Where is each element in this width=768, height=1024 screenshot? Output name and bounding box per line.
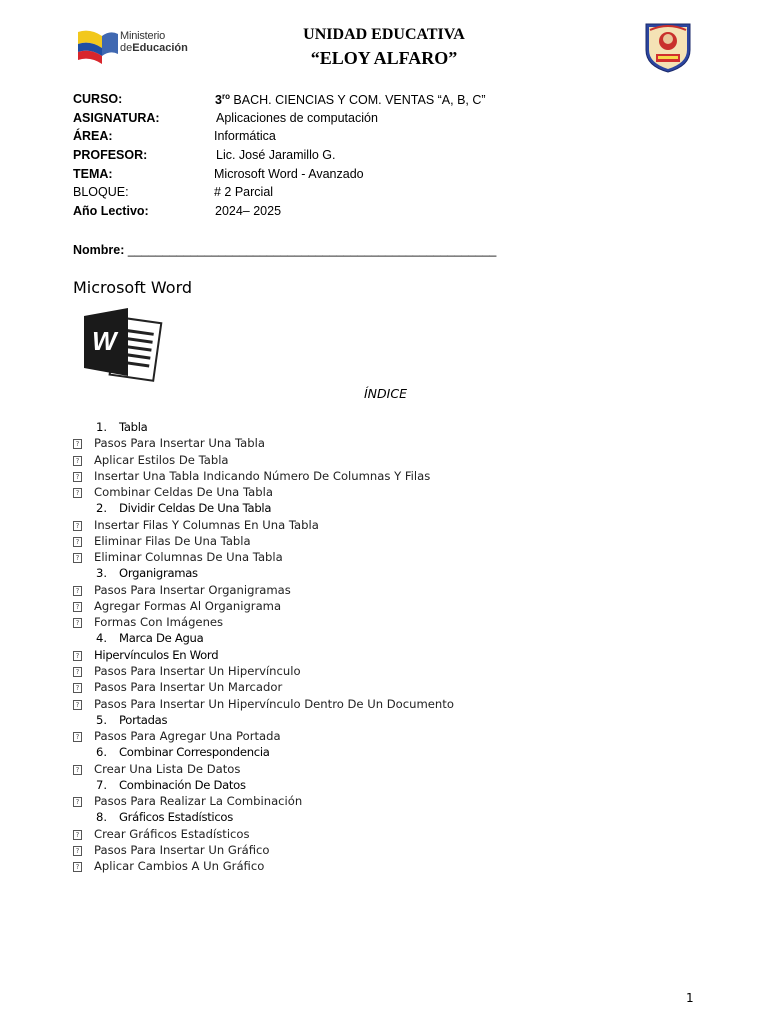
index-item [73, 582, 723, 598]
index-item [73, 696, 723, 712]
index-section [73, 565, 723, 581]
item-label: Crear Gráficos Estadísticos [94, 826, 250, 841]
info-row-ano-lectivo [73, 204, 693, 223]
school-title-line1: UNIDAD EDUCATIVA [303, 26, 465, 43]
index-item [73, 614, 723, 630]
info-key: PROFESOR: [73, 148, 148, 163]
section-label: Combinación De Datos [119, 777, 246, 792]
index-item [73, 728, 723, 744]
info-key: ÁREA: [73, 129, 113, 144]
item-label: Insertar Filas Y Columnas En Una Tabla [94, 517, 319, 532]
info-value: Lic. José Jaramillo G. [216, 148, 336, 163]
index-item [73, 452, 723, 468]
item-label: Formas Con Imágenes [94, 615, 224, 630]
item-label: Aplicar Estilos De Tabla [94, 452, 229, 467]
info-row-curso [73, 92, 693, 111]
bullet-icon: ? [73, 537, 82, 547]
bullet-icon: ? [73, 521, 82, 531]
index-section [73, 777, 723, 793]
item-label: Pasos Para Insertar Un Marcador [94, 680, 283, 695]
info-row-tema [73, 167, 693, 186]
index-item [73, 663, 723, 679]
info-value: 2024– 2025 [215, 204, 282, 219]
bullet-icon: ? [73, 651, 82, 661]
section-label: Organigramas [119, 566, 198, 581]
course-info [73, 92, 693, 223]
info-row-bloque [73, 185, 693, 204]
item-label: Combinar Celdas De Una Tabla [94, 485, 273, 500]
section-label: Gráficos Estadísticos [119, 810, 233, 825]
index-item [73, 517, 723, 533]
section-label: Tabla [119, 420, 148, 434]
bullet-icon: ? [73, 553, 82, 563]
index-item [73, 468, 723, 484]
bullet-icon: ? [73, 830, 82, 840]
school-crest-icon [640, 20, 696, 74]
info-value: $3^{ro}$ BACH. CIENCIAS Y COM. VENTAS “A, B, C” [215, 92, 486, 108]
index-item [73, 598, 723, 614]
bullet-icon: ? [73, 765, 82, 775]
item-label: Agregar Formas Al Organigrama [94, 598, 282, 613]
bullet-icon: ? [73, 797, 82, 807]
index-item [73, 647, 723, 663]
info-value: # 2 Parcial [214, 185, 274, 200]
bullet-icon: ? [73, 732, 82, 742]
bullet-icon: ? [73, 862, 82, 872]
section-number: 3. [96, 566, 108, 581]
item-label: Pasos Para Insertar Un Hipervínculo Dentro De Un Documento [94, 696, 454, 711]
page-number: 1 [686, 991, 694, 1005]
item-label: Pasos Para Realizar La Combinación [94, 794, 303, 809]
section-number: 7. [96, 777, 108, 792]
section-number: 2. [96, 501, 108, 516]
section-number: 5. [96, 712, 108, 727]
index-section [73, 500, 723, 516]
item-label: Aplicar Cambios A Un Gráfico [94, 859, 265, 874]
nombre-blank: _____________________________________________________ [127, 243, 497, 257]
index-section [73, 744, 723, 760]
bullet-icon: ? [73, 683, 82, 693]
item-label: Pasos Para Insertar Un Hipervínculo [94, 663, 301, 678]
microsoft-word-icon [78, 306, 166, 382]
section-label: Marca De Agua [119, 631, 204, 646]
bullet-icon: ? [73, 700, 82, 710]
item-label: Eliminar Filas De Una Tabla [94, 533, 251, 548]
index-title: ÍNDICE [364, 386, 407, 401]
item-label: Crear Una Lista De Datos [94, 761, 241, 776]
item-label: Pasos Para Insertar Organigramas [94, 582, 291, 597]
info-value: Microsoft Word - Avanzado [214, 166, 364, 181]
index-item [73, 549, 723, 565]
index-item [73, 858, 723, 874]
item-label: Pasos Para Insertar Una Tabla [94, 436, 265, 451]
section-label: Portadas [119, 712, 168, 727]
info-key: TEMA: [73, 166, 113, 181]
info-key: BLOQUE: [73, 185, 129, 200]
bullet-icon: ? [73, 618, 82, 628]
index-list [73, 419, 723, 874]
index-item [73, 484, 723, 500]
section-heading: Microsoft Word [73, 278, 193, 297]
item-label: Pasos Para Insertar Un Gráfico [94, 842, 270, 857]
ministry-name-line2: deEducación [120, 42, 188, 54]
index-item [73, 826, 723, 842]
bullet-icon: ? [73, 602, 82, 612]
info-row-profesor [73, 148, 693, 167]
section-number: 4. [96, 631, 108, 646]
bullet-icon: ? [73, 456, 82, 466]
item-label: Pasos Para Agregar Una Portada [94, 729, 281, 744]
index-item [73, 435, 723, 451]
bullet-icon: ? [73, 488, 82, 498]
index-item [73, 842, 723, 858]
section-number: 8. [96, 810, 108, 825]
index-section [73, 712, 723, 728]
bullet-icon: ? [73, 439, 82, 449]
info-value: Informática [214, 129, 276, 144]
bullet-icon: ? [73, 846, 82, 856]
index-section [73, 630, 723, 646]
nombre-label: Nombre: [73, 243, 125, 257]
ministry-name-line1: Ministerio [120, 30, 166, 42]
info-key: CURSO: [73, 92, 123, 106]
info-row-asignatura [73, 111, 693, 130]
index-item [73, 679, 723, 695]
index-item [73, 793, 723, 809]
section-number: 1. [96, 420, 108, 434]
section-label: Combinar Correspondencia [119, 745, 270, 760]
svg-text:W: W [92, 326, 117, 356]
item-label: Insertar Una Tabla Indicando Número De Columnas Y Filas [94, 468, 431, 483]
bullet-icon: ? [73, 667, 82, 677]
school-title-line2: “ELOY ALFARO” [310, 48, 458, 68]
index-item [73, 761, 723, 777]
student-name-line [73, 243, 496, 257]
index-item [73, 533, 723, 549]
section-number: 6. [96, 745, 108, 760]
info-key: Año Lectivo: [73, 204, 149, 219]
index-section [73, 419, 723, 435]
item-label: Hipervínculos En Word [94, 647, 219, 662]
bullet-icon: ? [73, 472, 82, 482]
item-label: Eliminar Columnas De Una Tabla [94, 550, 283, 565]
info-value: Aplicaciones de computación [216, 110, 378, 125]
info-row-area [73, 129, 693, 148]
bullet-icon: ? [73, 586, 82, 596]
index-section [73, 809, 723, 825]
info-key: ASIGNATURA: [73, 110, 160, 125]
section-label: Dividir Celdas De Una Tabla [119, 501, 272, 516]
